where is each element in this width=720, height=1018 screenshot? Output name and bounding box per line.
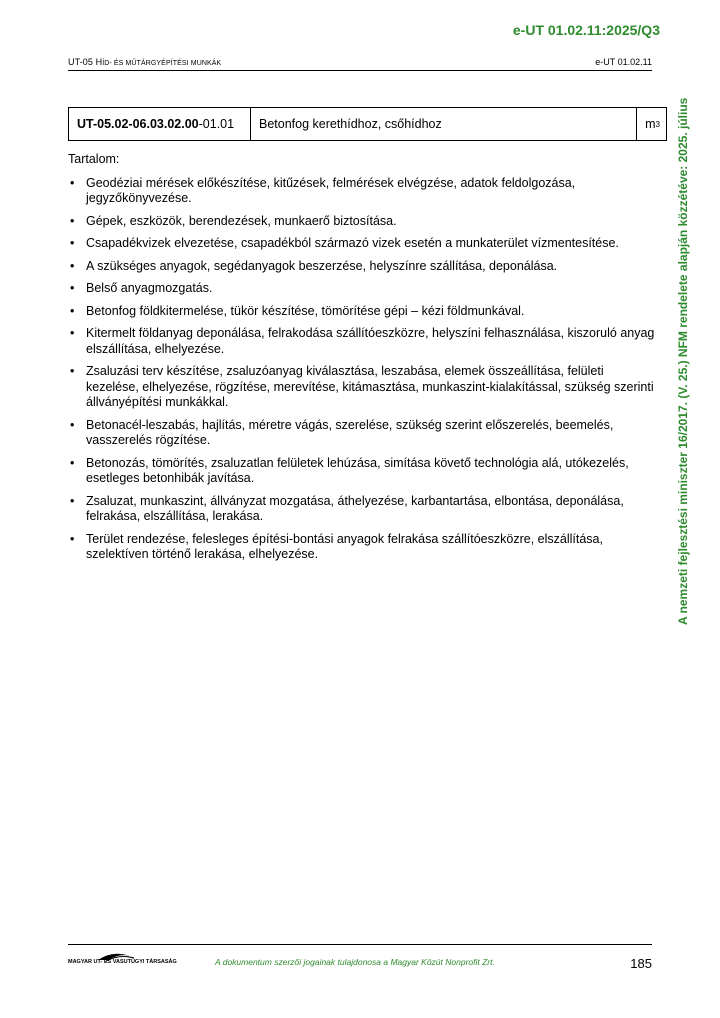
unit-symbol: m — [645, 117, 656, 131]
section-title — [68, 57, 221, 67]
bullet-icon: • — [70, 493, 75, 508]
page-number: 185 — [630, 956, 652, 971]
item-code-main: UT-05.02-06.03.02.00 — [77, 117, 199, 131]
list-item — [68, 456, 658, 487]
bullet-icon: • — [70, 531, 75, 546]
document-code: e-UT 01.02.11:2025/Q3 — [512, 22, 660, 38]
item-unit — [636, 108, 666, 140]
bullet-icon: • — [70, 175, 75, 190]
bullet-icon: • — [70, 455, 75, 470]
content-title: Tartalom: — [68, 152, 120, 166]
list-item-text: Betonacél-leszabás, hajlítás, méretre vágás, szerelése, szükség szerint előszerelés, beemelés, vasszerelés rögzítése. — [86, 417, 614, 447]
list-item — [68, 304, 658, 320]
item-code-suffix: -01.01 — [198, 117, 235, 131]
list-item — [68, 494, 658, 525]
publication-note: A nemzeti fejlesztési miniszter 16/2017. (V. 25.) NFM rendelete alapján közzétéve: 2025. július — [676, 97, 690, 625]
list-item — [68, 214, 658, 230]
list-item-text: Terület rendezése, felesleges építési-bontási anyagok felrakása szállítóeszközre, elszállítása, szelektíven történő lerakása, elhelyezése. — [86, 531, 603, 561]
unit-exponent: 3 — [655, 119, 660, 129]
bullet-icon: • — [70, 364, 75, 378]
item-name: Betonfog kerethídhoz, csőhídhoz — [259, 117, 442, 131]
list-item — [68, 418, 658, 449]
list-item-text: Kitermelt földanyag deponálása, felrakodása szállítóeszközre, helyszíni felhasználása, kiszoruló anyag elszállítása, elhelyezése. — [86, 326, 655, 356]
list-item — [68, 532, 658, 563]
list-item — [68, 326, 658, 357]
section-title-prefix: UT-05 H — [68, 57, 103, 67]
bullet-icon: • — [70, 303, 75, 318]
footer-divider — [68, 944, 652, 945]
item-table — [68, 107, 667, 141]
running-header — [68, 57, 652, 71]
content-list — [68, 176, 658, 563]
list-item — [68, 236, 658, 252]
list-item-text: Betonozás, tömörítés, zsaluzatlan felületek lehúzása, simítása követő technológia alá, utókezelés, esetleges betonhibák javítása. — [86, 455, 629, 485]
list-item-text: Geodéziai mérések előkészítése, kitűzések, felmérések elvégzése, adatok feldolgozása, jegyzőkönyvezése. — [86, 175, 576, 205]
list-item — [68, 364, 658, 411]
list-item-text: Belső anyagmozgatás. — [86, 281, 213, 295]
item-code — [69, 108, 251, 140]
bullet-icon: • — [70, 417, 75, 432]
list-item — [68, 281, 658, 297]
header-doc-ref: e-UT 01.02.11 — [595, 57, 652, 67]
list-item-text: A szükséges anyagok, segédanyagok beszerzése, helyszínre szállítása, deponálása. — [86, 258, 558, 273]
list-item-text: Betonfog földkitermelése, tükör készítése, tömörítése gépi – kézi földmunkával. — [86, 303, 525, 318]
list-item — [68, 259, 658, 275]
list-item-text: Zsaluzat, munkaszint, állványzat mozgatása, áthelyezése, karbantartása, elbontása, deponálása, felrakása, elszállítása, lerakása. — [86, 493, 624, 523]
list-item-text: Csapadékvizek elvezetése, csapadékból származó vizek esetén a munkaterület vízmentesítése. — [86, 236, 619, 250]
bullet-icon: • — [70, 258, 75, 273]
content-section — [68, 152, 658, 570]
bullet-icon: • — [70, 213, 75, 228]
bullet-icon: • — [70, 281, 75, 295]
bullet-icon: • — [70, 326, 75, 340]
bullet-icon: • — [70, 236, 75, 250]
list-item — [68, 176, 658, 207]
section-title-smallcaps: ÍD- ÉS MŰTÁRGYÉPÍTÉSI MUNKÁK — [102, 60, 222, 67]
list-item-text: Zsaluzási terv készítése, zsaluzóanyag kiválasztása, leszabása, elemek összeállítása, felületi kezelése, elhelyezése, rögzítése, merevítése, kitámasztása, munkaszint-kialakítással, szükség szerinti állványépítési munkákkal. — [86, 364, 654, 409]
list-item-text: Gépek, eszközök, berendezések, munkaerő biztosítása. — [86, 213, 397, 228]
logo-text: MAGYAR UT- ÉS VASUTÜGYI TÁRSASÁG — [68, 959, 177, 965]
copyright-note: A dokumentum szerzői jogainak tulajdonosa a Magyar Közút Nonprofit Zrt. — [215, 957, 495, 967]
